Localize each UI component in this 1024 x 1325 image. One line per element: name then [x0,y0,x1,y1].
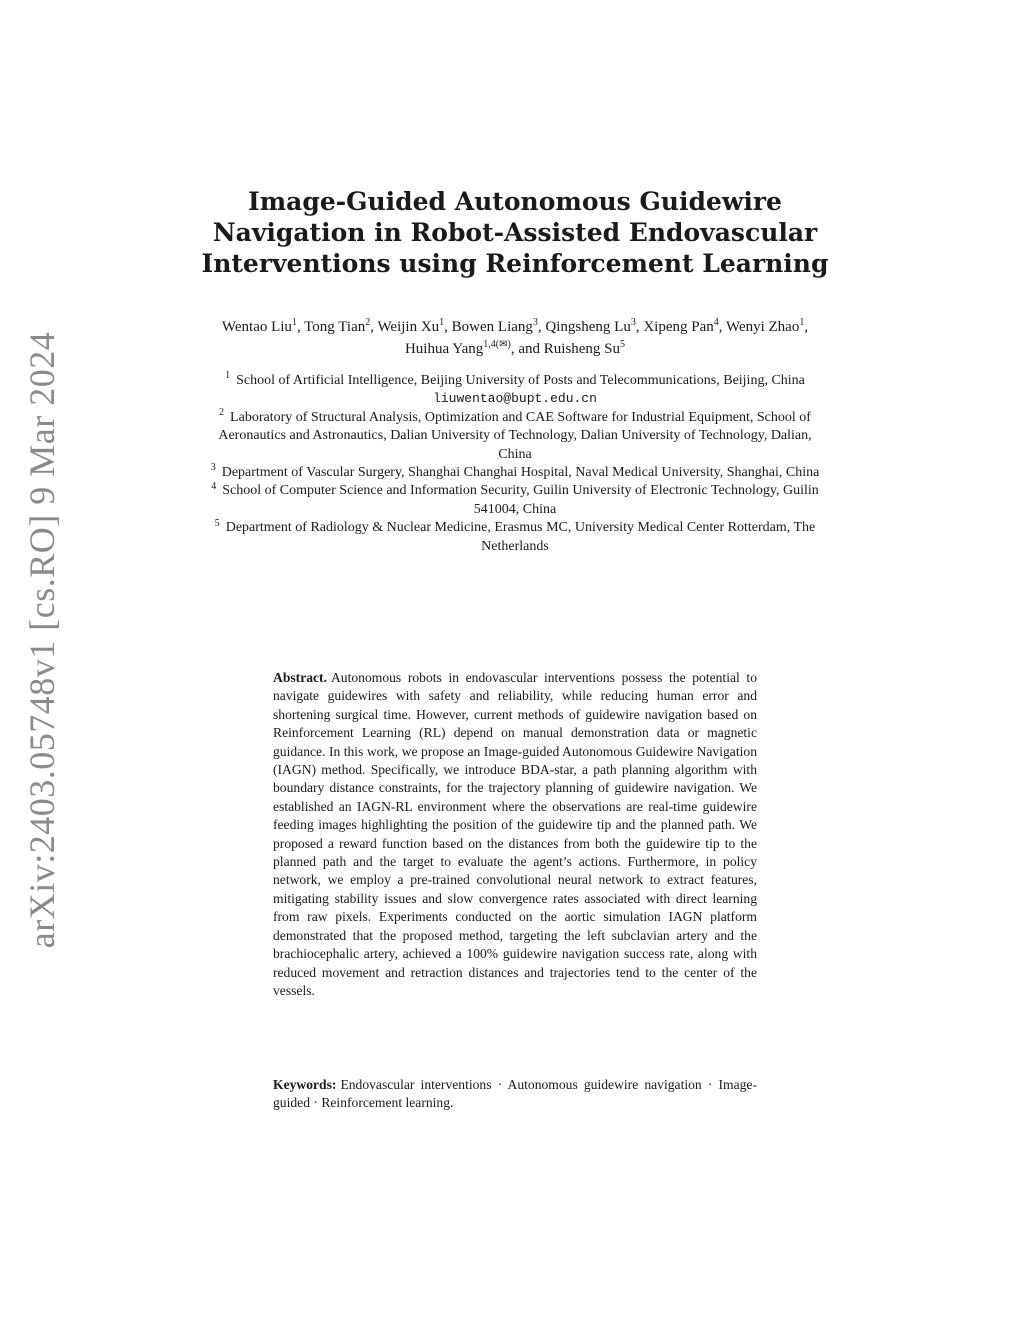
affiliation-text: School of Artificial Intelligence, Beijing University of Posts and Telecommunications, Beijing, China [236,373,805,388]
keywords-text: Endovascular interventions · Autonomous guidewire navigation · Image-guided · Reinforcement learning. [273,1077,757,1111]
author-affiliation-mark: 1 [799,317,805,328]
abstract-label: Abstract. [273,670,327,685]
author-name: Bowen Liang [451,319,533,335]
author-affiliation-mark: 2 [365,317,371,328]
author-affiliation-mark: 1 [291,317,297,328]
affiliation [200,464,830,482]
author-affiliation-mark: 3 [630,317,636,328]
abstract [273,669,757,1000]
affiliation [200,372,830,390]
arxiv-identifier-stamp [12,331,72,949]
author-separator: , [444,319,452,335]
affiliation-list [200,372,830,556]
affiliation-mark: 1 [225,370,231,382]
author [304,319,370,335]
arxiv-identifier-text: arXiv:2403.05748v1 [cs.RO] 9 Mar 2024 [22,331,63,949]
author-name: Wenyi Zhao [725,319,800,335]
abstract-text: Autonomous robots in endovascular interventions possess the potential to navigate guidewires with safety and reliability, while reducing human error and shortening surgical time. However, current methods of guidewire navigation based on Reinforcement Learning (RL) depend on manual demonstration data or magnetic guidance. In this work, we propose an Image-guided Autonomous Guidewire Navigation (IAGN) method. Specifically, we introduce BDA-star, a path planning algorithm with boundary distance constraints, for the trajectory planning of guidewire navigation. We established an IAGN-RL environment where the observations are real-time guidewire feeding images highlighting the position of the guidewire tip and the planned path. We proposed a reward function based on the distances from both the guidewire tip to the planned path and the target to evaluate the agent’s actions. Furthermore, in policy network, we employ a pre-trained convolutional neural network to extract features, mitigating stability issues and slow convergence rates associated with direct learning from raw pixels. Experiments conducted on the aortic simulation IAGN platform demonstrated that the proposed method, targeting the left subclavian artery and the brachiocephalic artery, achieved a 100% guidewire navigation success rate, along with reduced movement and retraction distances and trajectories tend to the center of the vessels. [273,670,757,998]
title-line: Interventions using Reinforcement Learning [201,249,829,278]
author-affiliation-mark: 1 [439,317,445,328]
author-email[interactable]: liuwentao@bupt.edu.cn [433,391,597,407]
affiliation-text: Department of Vascular Surgery, Shanghai Changhai Hospital, Naval Medical University, Shanghai, China [221,465,820,481]
author-list [200,316,830,360]
author-affiliation-mark: 4 [713,317,719,328]
affiliation-text: Laboratory of Structural Analysis, Optimization and CAE Software for Industrial Equipment, School of Aeronautics and Astronautics, Dalian University of Technology, Dalian University of Technology, Dalian, China [218,409,812,462]
affiliation-mark: 5 [214,517,220,529]
affiliation-text: School of Computer Science and Information Security, Guilin University of Electronic Technology, Guilin 541004, China [222,483,819,517]
affiliation-mark: 2 [219,407,225,419]
author-separator: , [370,319,378,335]
author [726,319,804,335]
author-separator: , [804,319,809,335]
author-separator: , [296,319,305,335]
author-name: Xipeng Pan [643,319,714,335]
author-separator: , and [510,341,544,357]
author-name: Wentao Liu [221,319,292,335]
author-affiliation-mark: 3 [532,317,538,328]
title-line: Image-Guided Autonomous Guidewire [248,187,782,216]
author [222,319,297,335]
author [452,319,538,335]
author [643,319,718,335]
affiliation [200,482,830,519]
affiliation-mark: 4 [211,480,217,492]
author-name: Qingsheng Lu [545,319,631,335]
author-separator: , [537,319,546,335]
author [545,319,635,335]
affiliation [200,409,830,464]
paper-title [200,186,830,279]
author-affiliation-mark: 1,4(✉) [483,339,511,350]
keywords-label: Keywords: [273,1077,337,1092]
author-name: Ruisheng Su [543,341,621,357]
affiliation-mark: 3 [210,462,216,474]
author [544,341,625,357]
title-line: Navigation in Robot-Assisted Endovascular [212,218,818,247]
author-name: Huihua Yang [404,341,484,357]
author-name: Tong Tian [304,319,366,335]
author-affiliation-mark: 5 [620,339,626,350]
author-separator: , [635,319,644,335]
author-name: Weijin Xu [377,319,440,335]
affiliation [200,519,830,556]
affiliation-text: Department of Radiology & Nuclear Medicine, Erasmus MC, University Medical Center Rotterdam, The Netherlands [225,520,816,554]
author [405,341,511,357]
author-separator: , [718,319,726,335]
keywords [273,1076,757,1113]
author [377,319,444,335]
